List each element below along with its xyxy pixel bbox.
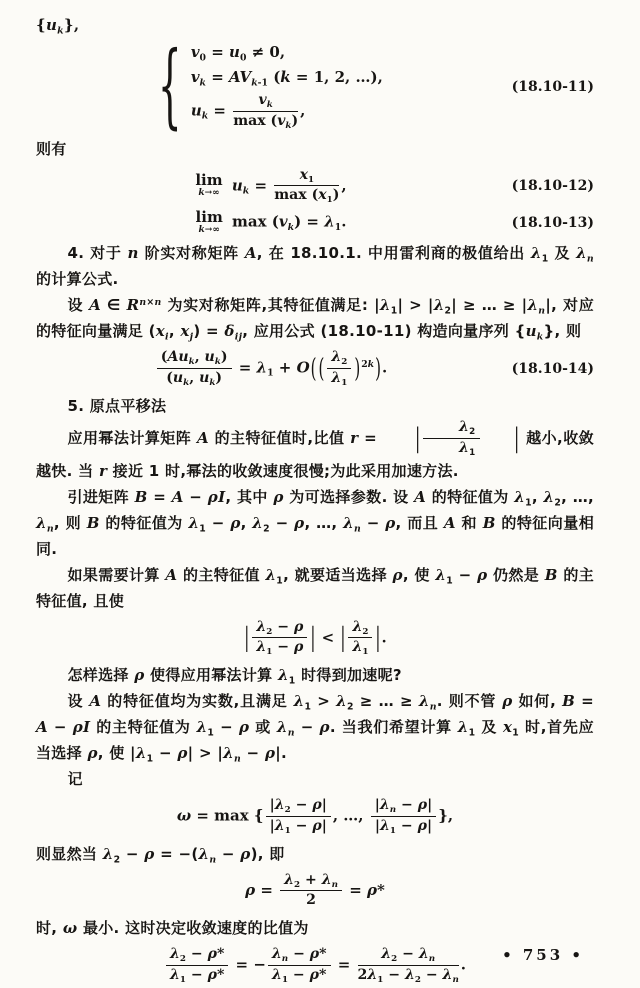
equation-tag: (18.10-12)	[511, 177, 594, 194]
paragraph-real-eigenvalues: 设 A 的特征值均为实数,且满足 $\lambda_1 > \lambda_2$ ≥ … ≥ $\lambda_n$. 则不管 ρ 如何, B = A − ρI 的主特征值为 $\lambda_1 - \rho$ 或 $\lambda_n - \rho$. 当我们希望计算 $\lambda_1$ 及 $x_1$ 时,首先应当选择 ρ, 使 $|\lambda_1 - \rho| > |\lambda_n - \rho|$.	[36, 692, 594, 765]
equation-tag: (18.10-11)	[511, 78, 594, 95]
sequence-label: $\{u_k\}$,	[36, 16, 80, 37]
limit-max-equation: lim k→∞ $\max (v_k) = \lambda_1$.	[195, 208, 347, 235]
system-brace: {	[158, 32, 182, 141]
paragraph-obviously: 则显然当 $\lambda_2 - \rho = -(\lambda_n - \rho)$, 即	[36, 844, 285, 865]
paragraph-how-choose-rho: 怎样选择 ρ 使得应用幂法计算 $\lambda_1$ 时得到加速呢?	[67, 666, 402, 687]
equation-shift-ratio	[36, 619, 594, 658]
paragraph-power-method-ratio: 应用幂法计算矩阵 A 的主特征值时,比值 r = | $\frac{\lambda_2}{\lambda_1}$ | 越小,收敛越快. 当 r 接近 1 时,幂法的收敛速度很慢;为此采用加速方法.	[36, 418, 594, 480]
note-label: 记	[67, 770, 83, 789]
paragraph-item-4: 4. 对于 n 阶实对称矩阵 A, 在 18.10.1. 中用雷利商的极值给出 $\lambda_1$ 及 $\lambda_n$ 的计算公式.	[36, 244, 594, 289]
equation-tag: (18.10-13)	[511, 214, 594, 231]
equation-tag: (18.10-14)	[511, 360, 594, 377]
equation-18-10-12	[36, 167, 594, 206]
omega-max-definition: ω = max { $\frac{|\lambda_2 - \rho|}{|\lambda_1 - \rho|}$ , …, $\frac{|\lambda_n - \rho|}{|\lambda_1 - \rho|}$ },	[176, 797, 454, 836]
equation-18-10-13	[36, 210, 594, 235]
page-number: • 753 •	[502, 946, 584, 964]
limit-uk-equation: lim k→∞ $u_k$ = $\frac{x_1}{\max (x_1)}$ ,	[195, 166, 347, 206]
rayleigh-quotient-equation: $\frac{(Au_k, u_k)}{(u_k, u_k)}$ = $\lambda_1 + O$( ( $\frac{\lambda_2}{\lambda_1}$ )$^{2k}$).	[155, 349, 387, 388]
paragraph-introduce-matrix-b: 引进矩阵 B = A − ρI, 其中 ρ 为可选择参数. 设 A 的特征值为 $\lambda_1$, $\lambda_2$, …, $\lambda_n$, 则 B 的特征值为 $\lambda_1 - \rho$, $\lambda_2 - \rho$, …, $\lambda_n - \rho$, 而且 A 和 B 的特征向量相同.	[36, 487, 594, 558]
section-5-heading: 5. 原点平移法	[67, 396, 167, 415]
paragraph-omega-minimum: 时, ω 最小. 这时决定收敛速度的比值为	[36, 919, 309, 938]
system-eq-line-2: $v_k = AV_{k-1}$ (k = 1, 2, …),	[190, 67, 383, 88]
equation-18-10-14	[36, 349, 594, 388]
system-eq-line-1: $v_0 = u_0 \ne 0$,	[190, 43, 286, 64]
then-have-text: 则有	[36, 139, 67, 158]
optimal-shift-equation: ρ = $\frac{\lambda_2 + \lambda_n}{2}$ = ρ*	[245, 871, 385, 909]
equation-system-18-10-11	[36, 32, 594, 141]
equation-omega-max	[36, 797, 594, 836]
paragraph-need-compute: 如果需要计算 A 的主特征值 $\lambda_1$, 就要适当选择 ρ, 使 $\lambda_1 - \rho$ 仍然是 B 的主特征值, 且使	[36, 565, 595, 610]
system-eq-line-3: $u_k$ = $\frac{v_k}{\max (v_k)}$ ,	[190, 92, 306, 131]
convergence-ratio-equation: $\frac{\lambda_2 - \rho*}{\lambda_1 - \rho*}$ = − $\frac{\lambda_n - \rho*}{\lambda_1 - \rho*}$ = $\frac{\lambda_2 - \lambda_n}{2\lambda_1 - \lambda_2 - \lambda_n}$ .	[164, 946, 466, 985]
paragraph-symmetric-assumption: 设 A ∈ $R^{n\times n}$ 为实对称矩阵,其特征值满足: $|\lambda_1| > |\lambda_2|$ ≥ … ≥ $|\lambda_n|$, 对应的特征向量满足 ($x_i$, $x_j) = \delta_{ij}$, 应用公式 (18.10-11) 构造向量序列 $\{u_k\}$, 则	[36, 296, 594, 343]
shift-ratio-inequality: | $\frac{\lambda_2 - \rho}{\lambda_1 - \rho}$ | < | $\frac{\lambda_2}{\lambda_1}$ |.	[244, 618, 387, 658]
system-rows	[191, 43, 383, 131]
equation-p-star	[36, 872, 594, 910]
